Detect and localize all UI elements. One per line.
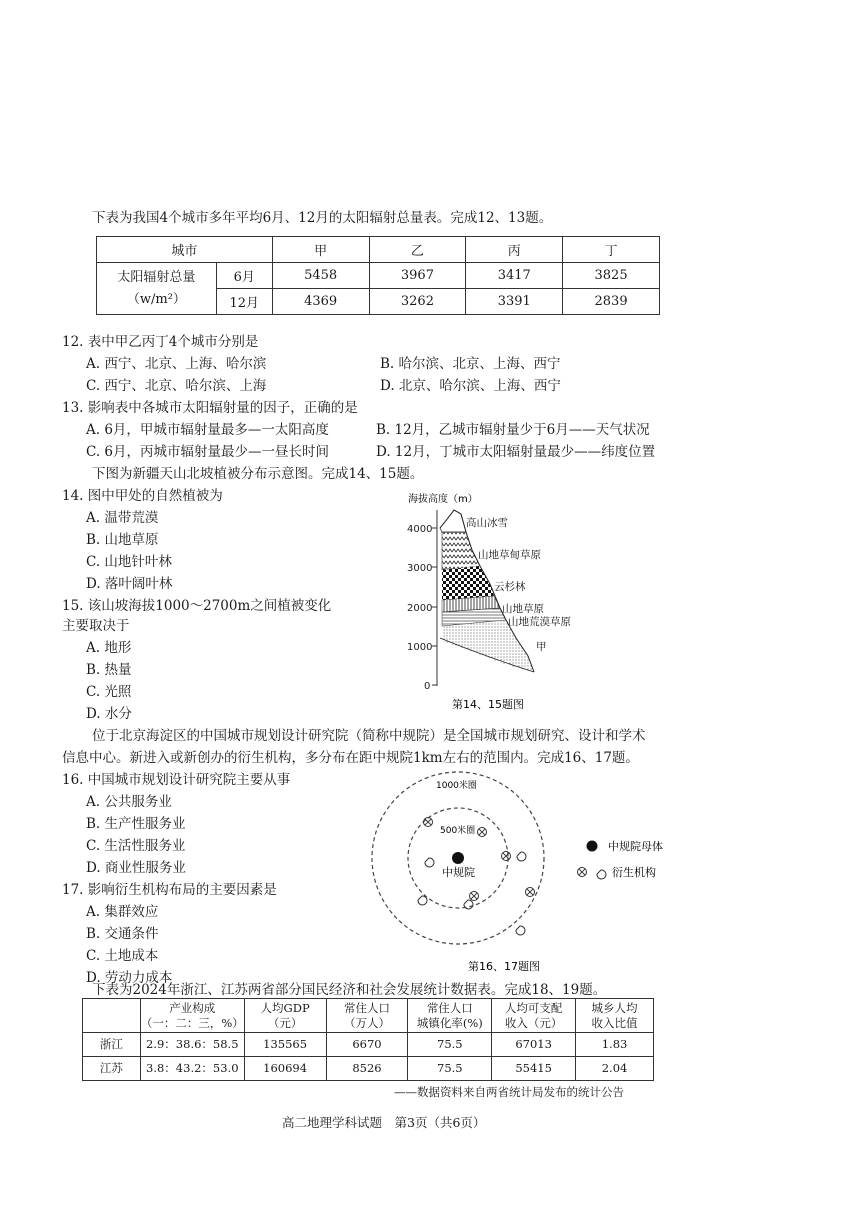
label-spruce-forest: 云杉林 — [494, 581, 526, 593]
band-alpine-snow — [440, 510, 466, 532]
header-city-bing: 丙 — [466, 237, 563, 263]
crescent-icon — [418, 896, 427, 905]
cell: 2839 — [563, 289, 660, 315]
label-jia: 甲 — [536, 641, 547, 653]
q12-stem: 12. 表中甲乙丙丁4个城市分别是 — [62, 334, 259, 350]
tick-label: 4000 — [407, 524, 433, 535]
q15-option-d[interactable]: D. 水分 — [86, 706, 132, 722]
header-line: （一：二：三，%） — [140, 1015, 244, 1030]
derived-institutions-figure — [370, 770, 710, 978]
q13-option-d[interactable]: D. 12月，丁城市太阳辐射量最少——纬度位置 — [376, 444, 656, 460]
label-alpine-snow: 高山冰雪 — [466, 517, 508, 529]
crescent-icon — [464, 900, 473, 909]
header-income-ratio — [576, 999, 654, 1033]
q17-option-c[interactable]: C. 土地成本 — [86, 948, 159, 964]
table-row — [83, 1033, 654, 1057]
q13-option-c[interactable]: C. 6月，丙城市辐射量最少—一昼长时间 — [86, 444, 330, 460]
intro-text-cont: 信息中心。新进入或新创办的衍生机构，多分布在距中规院1km左右的范围内。完成16、17题。 — [62, 750, 639, 766]
cass-center-dot — [452, 852, 464, 864]
cell: 67013 — [492, 1033, 576, 1057]
cell: 6670 — [326, 1033, 408, 1057]
header-income — [492, 999, 576, 1033]
legend-derived-label: 衍生机构 — [612, 866, 656, 879]
q12-option-b[interactable]: B. 哈尔滨、北京、上海、西宁 — [380, 356, 561, 372]
page-footer: 高二地理学科试题 第3页（共6页） — [282, 1115, 486, 1130]
y-axis-title: 海拔高度（m） — [408, 494, 478, 505]
cell: 3262 — [369, 289, 466, 315]
intro-text: 下图为新疆天山北坡植被分布示意图。完成14、15题。 — [92, 466, 424, 482]
cell: 1.83 — [576, 1033, 654, 1057]
q13-stem: 13. 影响表中各城市太阳辐射量的因子，正确的是 — [62, 400, 358, 416]
intro-text: 下表为2024年浙江、江苏两省部分国民经济和社会发展统计数据表。完成18、19题。 — [92, 982, 607, 998]
header-line: 城乡人均 — [591, 1000, 638, 1015]
ring-1000m-label: 1000米圈 — [436, 781, 477, 791]
month-june: 6月 — [216, 263, 272, 289]
crossed-circle-icon — [424, 818, 433, 827]
cell: 3825 — [563, 263, 660, 289]
month-december: 12月 — [216, 289, 272, 315]
q16-option-b[interactable]: B. 生产性服务业 — [86, 816, 186, 832]
q14-option-b[interactable]: B. 山地草原 — [86, 532, 159, 548]
cell: 75.5 — [408, 1033, 492, 1057]
q13-option-a[interactable]: A. 6月，甲城市辐射量最多—一太阳高度 — [86, 422, 329, 438]
cell: 8526 — [326, 1057, 408, 1081]
cell: 135565 — [244, 1033, 326, 1057]
label-alpine-meadow: 山地草甸草原 — [478, 549, 541, 561]
y-ticks — [407, 524, 437, 692]
q15-option-a[interactable]: A. 地形 — [86, 640, 132, 656]
q12-option-c[interactable]: C. 西宁、北京、哈尔滨、上海 — [86, 378, 267, 394]
header-city-yi: 乙 — [369, 237, 466, 263]
q16-stem: 16. 中国城市规划设计研究院主要从事 — [62, 772, 291, 788]
derived-markers — [418, 818, 535, 935]
vegetation-profile-figure — [404, 488, 604, 712]
band-spruce-forest — [442, 566, 494, 600]
q12-option-a[interactable]: A. 西宁、北京、上海、哈尔滨 — [86, 356, 267, 372]
provincial-stats-table — [82, 998, 654, 1081]
header-population — [326, 999, 408, 1033]
cell: 5458 — [272, 263, 369, 289]
q13-option-b[interactable]: B. 12月，乙城市辐射量少于6月——天气状况 — [376, 422, 650, 438]
cell: 4369 — [272, 289, 369, 315]
row-label-name: 太阳辐射总量 — [117, 269, 196, 285]
cell: 3391 — [466, 289, 563, 315]
figure-caption: 第16、17题图 — [468, 960, 540, 973]
tick-label: 2000 — [407, 603, 433, 614]
tick-label: 3000 — [407, 563, 433, 574]
header-gdp — [244, 999, 326, 1033]
label-desert-steppe: 山地荒漠草原 — [508, 616, 571, 628]
q15-option-c[interactable]: C. 光照 — [86, 684, 132, 700]
tick-label: 1000 — [407, 642, 433, 653]
q17-option-b[interactable]: B. 交通条件 — [86, 926, 159, 942]
table-row — [83, 1057, 654, 1081]
crossed-circle-icon — [502, 852, 511, 861]
crossed-circle-icon — [470, 892, 479, 901]
q14-option-d[interactable]: D. 落叶阔叶林 — [86, 576, 173, 592]
header-line: 常住人口 — [343, 1000, 390, 1015]
header-city-jia: 甲 — [272, 237, 369, 263]
row-label — [97, 263, 217, 315]
row-name: 浙江 — [83, 1033, 141, 1057]
header-line: 收入（元） — [504, 1015, 563, 1030]
intro-text: 位于北京海淀区的中国城市规划设计研究院（简称中规院）是全国城市规划研究、设计和学术 — [92, 728, 646, 744]
header-urbanization — [408, 999, 492, 1033]
cell: 2.04 — [576, 1057, 654, 1081]
crescent-icon — [517, 852, 526, 861]
header-city-ding: 丁 — [563, 237, 660, 263]
legend-derived-icons — [578, 868, 606, 879]
header-line: 人均可支配 — [504, 1000, 563, 1015]
header-line: 产业构成 — [169, 1000, 216, 1015]
q16-option-d[interactable]: D. 商业性服务业 — [86, 860, 186, 876]
header-empty — [83, 999, 141, 1033]
cell: 75.5 — [408, 1057, 492, 1081]
row-name: 江苏 — [83, 1057, 141, 1081]
header-industry — [140, 999, 244, 1033]
q17-option-a[interactable]: A. 集群效应 — [86, 904, 159, 920]
q14-option-c[interactable]: C. 山地针叶林 — [86, 554, 172, 570]
cell: 55415 — [492, 1057, 576, 1081]
data-source-note: ——数据资料来自两省统计局发布的统计公告 — [394, 1085, 624, 1099]
crossed-circle-icon — [526, 888, 535, 897]
q16-option-c[interactable]: C. 生活性服务业 — [86, 838, 186, 854]
q14-stem: 14. 图中甲处的自然植被为 — [62, 488, 223, 504]
q16-option-a[interactable]: A. 公共服务业 — [86, 794, 172, 810]
label-mountain-steppe: 山地草原 — [502, 603, 544, 615]
q15-stem-cont: 主要取决于 — [62, 618, 130, 634]
solar-radiation-table — [96, 236, 660, 315]
q12-option-d[interactable]: D. 北京、哈尔滨、上海、西宁 — [380, 378, 561, 394]
crossed-circle-icon — [478, 828, 487, 837]
header-line: 收入比值 — [591, 1015, 638, 1030]
intro-text: 下表为我国4个城市多年平均6月、12月的太阳辐射总量表。完成12、13题。 — [92, 210, 553, 226]
legend-parent-label: 中规院母体 — [608, 840, 663, 853]
legend-parent-dot — [587, 841, 598, 852]
header-line: 人均GDP — [260, 1000, 310, 1015]
cell: 2.9：38.6：58.5 — [140, 1033, 244, 1057]
band-alpine-meadow — [442, 532, 480, 570]
cell: 3.8：43.2：53.0 — [140, 1057, 244, 1081]
crescent-icon — [425, 858, 434, 867]
figure-caption: 第14、15题图 — [452, 698, 524, 711]
header-line: 常住人口 — [426, 1000, 473, 1015]
header-line: （元） — [267, 1015, 303, 1030]
header-city: 城市 — [97, 237, 273, 263]
tick-label: 0 — [424, 681, 431, 692]
crescent-icon — [516, 926, 525, 935]
q14-option-a[interactable]: A. 温带荒漠 — [86, 510, 159, 526]
ring-500m-label: 500米圈 — [440, 826, 476, 836]
header-line: （万人） — [343, 1015, 390, 1030]
q15-stem: 15. 该山坡海拔1000～2700m之间植被变化 — [62, 598, 332, 614]
cell: 3967 — [369, 263, 466, 289]
row-label-unit: （w/m²） — [126, 291, 186, 307]
q15-option-b[interactable]: B. 热量 — [86, 662, 132, 678]
q17-option-d[interactable]: D. 劳动力成本 — [86, 970, 173, 986]
header-line: 城镇化率(%) — [416, 1015, 483, 1030]
center-label: 中规院 — [442, 866, 475, 879]
q17-stem: 17. 影响衍生机构布局的主要因素是 — [62, 882, 277, 898]
cell: 3417 — [466, 263, 563, 289]
cell: 160694 — [244, 1057, 326, 1081]
